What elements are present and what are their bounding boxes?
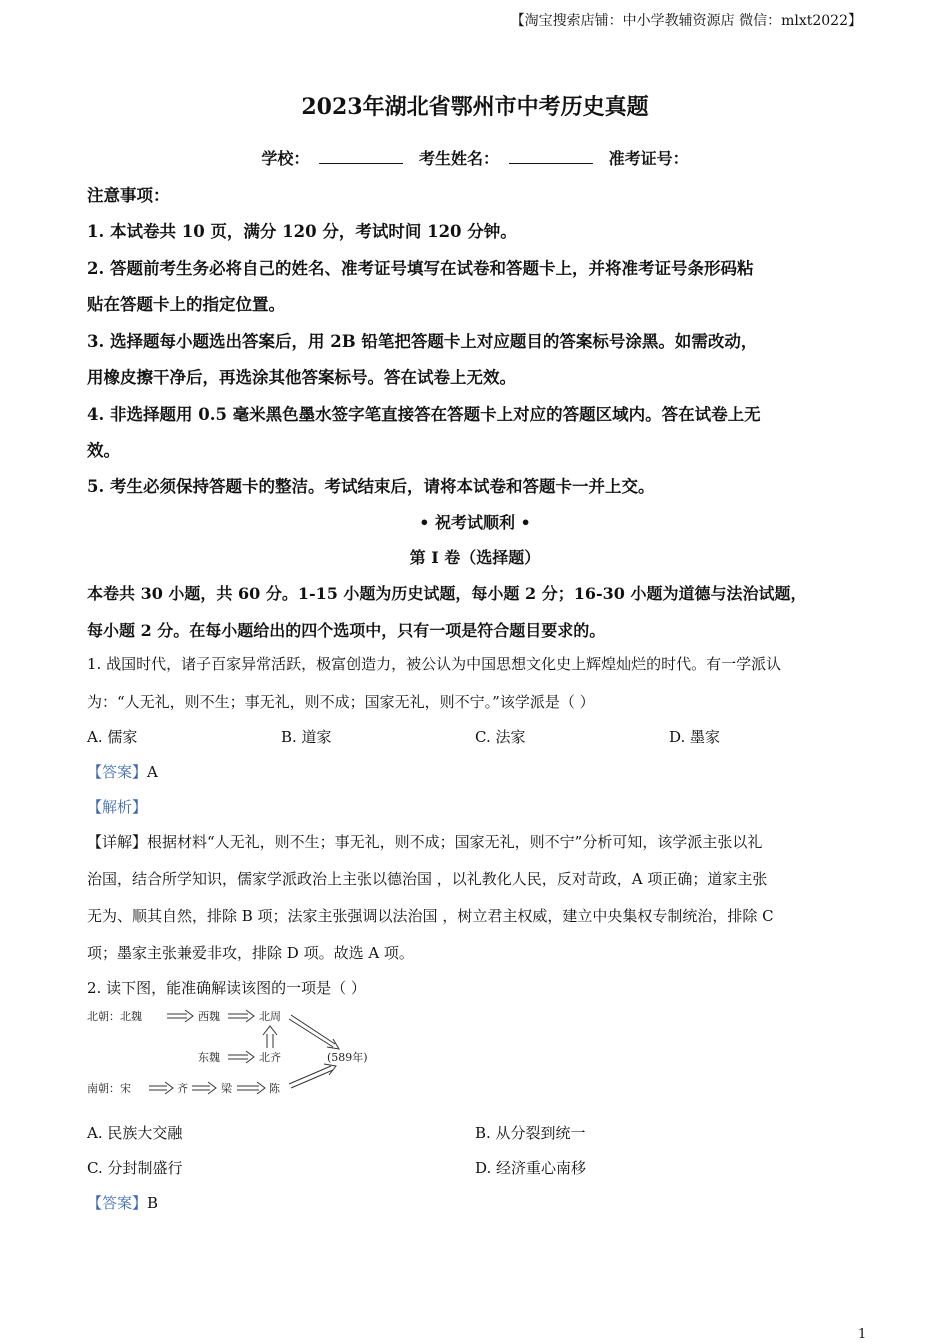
answer-tag: 【答案】 — [87, 763, 148, 781]
notice-line: 效。 — [87, 441, 120, 460]
question-1-option-a: A. 儒家 — [87, 728, 138, 746]
notice-line: 贴在答题卡上的指定位置。 — [87, 295, 285, 314]
question-2-option-c: C. 分封制盛行 — [87, 1159, 183, 1177]
double-arrow-icon — [228, 1051, 254, 1063]
north-qi-label: 北齐 — [259, 1051, 281, 1064]
question-1-detail — [87, 831, 762, 852]
name-label: 考生姓名： — [418, 149, 499, 168]
question-1-detail: 治国，结合所学知识，儒家学派政治上主张以德治国 ，以礼教化人民，反对苛政，A 项正确；道家主张 — [87, 870, 768, 888]
dynasty-diagram — [87, 1004, 387, 1104]
question-1-detail: 项；墨家主张兼爱非攻，排除 D 项。故选 A 项。 — [87, 944, 414, 962]
good-luck-text: • 祝考试顺利 • — [419, 513, 531, 532]
double-arrow-icon — [167, 1010, 193, 1022]
detail-tag: 【详解】 — [87, 833, 148, 851]
year-589-label: (589年) — [327, 1051, 368, 1064]
page-title: 2023年湖北省鄂州市中考历史真题 — [301, 94, 649, 120]
liang-label: 梁 — [221, 1082, 232, 1095]
notice-line: 1. 本试卷共 10 页，满分 120 分，考试时间 120 分钟。 — [87, 222, 517, 241]
student-info-line — [0, 146, 950, 169]
id-label: 准考证号： — [608, 149, 689, 168]
question-2-answer — [87, 1192, 158, 1213]
south-dynasty-label: 南朝：宋 — [87, 1082, 131, 1095]
north-zhou-label: 北周 — [259, 1010, 281, 1023]
question-2-option-b: B. 从分裂到统一 — [475, 1124, 586, 1142]
school-label: 学校： — [261, 149, 310, 168]
section-title: 第 I 卷（选择题） — [409, 548, 541, 567]
question-2-option-a: A. 民族大交融 — [87, 1124, 183, 1142]
answer-tag: 【答案】 — [87, 1194, 148, 1212]
question-1-option-c: C. 法家 — [475, 728, 526, 746]
notice-line: 3. 选择题每小题选出答案后，用 2B 铅笔把答题卡上对应题目的答案标号涂黑。如需改动， — [87, 332, 758, 351]
question-1-stem: 为：“人无礼，则不生；事无礼，则不成；国家无礼，则不宁。”该学派是（ ） — [87, 693, 595, 711]
question-2-stem: 2. 读下图，能准确解读该图的一项是（ ） — [87, 979, 366, 997]
north-dynasty-label: 北朝：北魏 — [87, 1010, 142, 1023]
diagonal-arrow-icon — [289, 1015, 339, 1049]
page-number: 1 — [858, 1327, 867, 1342]
chen-label: 陈 — [269, 1082, 280, 1095]
diagonal-arrow-icon — [289, 1064, 336, 1088]
question-1-option-b: B. 道家 — [281, 728, 332, 746]
header-watermark: 【淘宝搜索店铺：中小学教辅资源店 微信：mlxt2022】 — [510, 13, 862, 29]
notice-line: 4. 非选择题用 0.5 毫米黑色墨水签字笔直接答在答题卡上对应的答题区域内。答在试卷上无 — [87, 405, 761, 424]
question-1-answer — [87, 761, 158, 782]
question-1-stem: 1. 战国时代，诸子百家异常活跃，极富创造力，被公认为中国思想文化史上辉煌灿烂的时代。有一学派认 — [87, 655, 782, 673]
notice-line: 用橡皮擦干净后，再选涂其他答案标号。答在试卷上无效。 — [87, 368, 516, 387]
qi-label: 齐 — [177, 1082, 188, 1095]
question-1-analysis-tag: 【解析】 — [87, 798, 148, 816]
name-blank — [509, 149, 593, 164]
question-2-option-d: D. 经济重心南移 — [475, 1159, 587, 1177]
section-description: 本卷共 30 小题，共 60 分。1-15 小题为历史试题，每小题 2 分；16-30 小题为道德与法治试题， — [87, 584, 807, 603]
notice-line: 2. 答题前考生务必将自己的姓名、准考证号填写在试卷和答题卡上，并将准考证号条形码粘 — [87, 259, 754, 278]
section-description: 每小题 2 分。在每小题给出的四个选项中，只有一项是符合题目要求的。 — [87, 621, 606, 640]
answer-value: A — [147, 763, 158, 781]
east-wei-label: 东魏 — [198, 1051, 220, 1064]
west-wei-label: 西魏 — [198, 1010, 220, 1023]
double-arrow-icon — [192, 1082, 216, 1094]
double-arrow-icon — [237, 1082, 265, 1094]
double-arrow-icon — [228, 1010, 254, 1022]
question-1-detail: 无为、顺其自然，排除 B 项；法家主张强调以法治国 ，树立君主权威，建立中央集权专制统治，排除 C — [87, 907, 774, 925]
school-blank — [319, 149, 403, 164]
question-1-option-d: D. 墨家 — [669, 728, 721, 746]
notice-line: 5. 考生必须保持答题卡的整洁。考试结束后，请将本试卷和答题卡一并上交。 — [87, 477, 655, 496]
double-arrow-icon — [149, 1082, 173, 1094]
answer-value: B — [147, 1194, 159, 1212]
up-arrow-icon — [263, 1026, 277, 1048]
detail-text: 根据材料“人无礼，则不生；事无礼，则不成；国家无礼，则不宁”分析可知，该学派主张以礼 — [147, 833, 763, 851]
notice-heading: 注意事项： — [87, 186, 170, 205]
